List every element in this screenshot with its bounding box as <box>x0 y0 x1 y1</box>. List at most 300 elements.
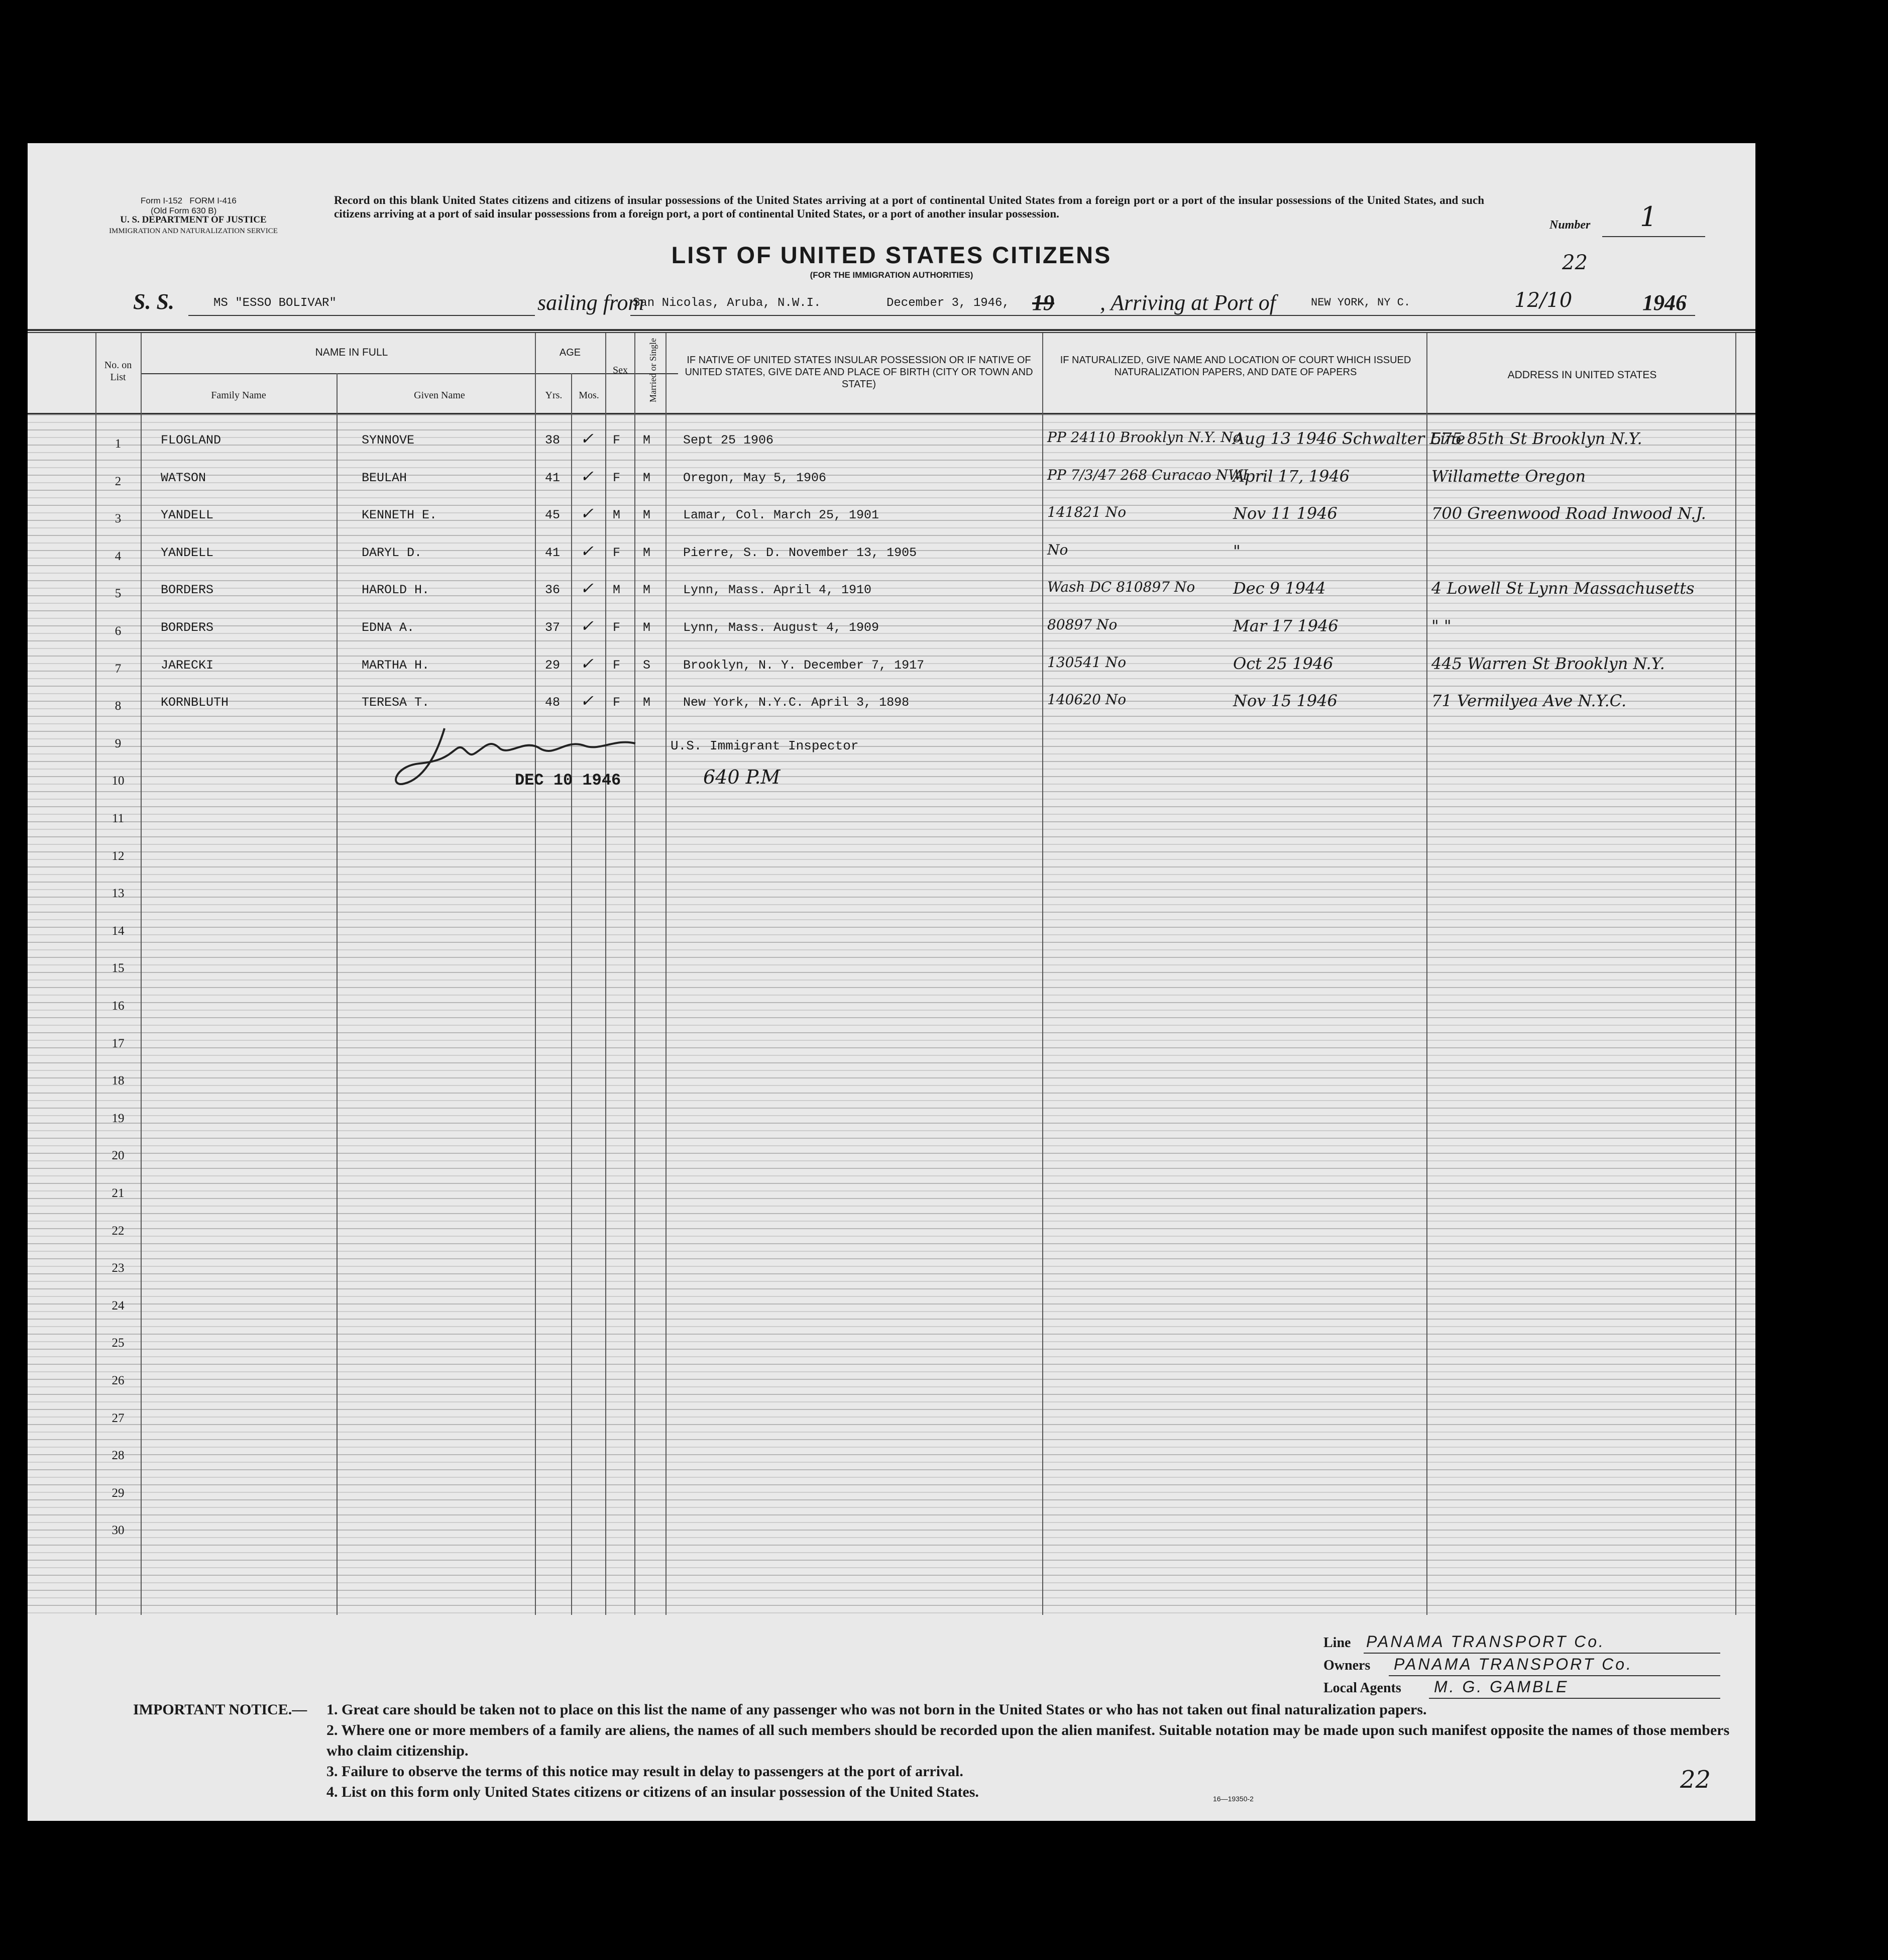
service-name: IMMIGRATION AND NATURALIZATION SERVICE <box>109 227 278 235</box>
row-number: 26 <box>112 1374 125 1387</box>
ledger-line <box>28 648 1755 649</box>
address-cell: 71 Vermilyea Ave N.Y.C. <box>1431 691 1627 711</box>
ledger-line <box>28 1567 1755 1568</box>
ledger-line <box>28 995 1755 996</box>
row-number: 5 <box>115 587 122 601</box>
ledger-line <box>28 1462 1755 1463</box>
ledger-line <box>28 972 1755 973</box>
age-years-cell: 38 <box>545 433 561 448</box>
agents-label: Local Agents <box>1323 1680 1401 1696</box>
ledger-line <box>28 814 1755 815</box>
age-years-cell: 45 <box>545 508 561 523</box>
inspector-stamp: DEC 10 1946 <box>515 771 621 790</box>
sailing-date: December 3, 1946, <box>886 296 1010 310</box>
ledger-line <box>28 1364 1755 1365</box>
ledger-line <box>28 527 1755 528</box>
ledger-line <box>28 942 1755 943</box>
address-cell: 575 85th St Brooklyn N.Y. <box>1431 429 1642 448</box>
form-title: LIST OF UNITED STATES CITIZENS <box>671 242 1112 268</box>
arrival-date: 12/10 <box>1514 289 1573 312</box>
row-number: 23 <box>112 1261 125 1275</box>
address-cell: " " <box>1431 616 1452 635</box>
ledger-line <box>28 1206 1755 1207</box>
ledger-line <box>28 1130 1755 1131</box>
row-number: 6 <box>115 624 122 638</box>
age-months-cell: ✓ <box>580 616 594 635</box>
ledger-line <box>28 460 1755 461</box>
address-cell: 700 Greenwood Road Inwood N.J. <box>1431 504 1706 523</box>
age-months-cell: ✓ <box>580 654 594 673</box>
ledger-line <box>28 1032 1755 1033</box>
given-name-cell: MARTHA H. <box>362 658 430 673</box>
ledger-line <box>28 1115 1755 1116</box>
row-number: 9 <box>115 736 122 750</box>
header-given-name: Given Name <box>414 390 465 401</box>
row-number: 21 <box>112 1186 125 1200</box>
number-value: 1 <box>1640 201 1657 233</box>
ledger-line <box>28 414 1755 415</box>
ledger-line <box>28 1492 1755 1493</box>
header-top-rule <box>28 329 1755 331</box>
naturalization-cell: 80897 No <box>1047 616 1118 633</box>
header-no: No. on List <box>104 360 132 383</box>
ledger-line <box>28 1190 1755 1191</box>
ledger-line <box>28 738 1755 739</box>
naturalization-date-cell: Nov 11 1946 <box>1233 504 1338 523</box>
ledger-line <box>28 1251 1755 1252</box>
ledger-line <box>28 1514 1755 1515</box>
ledger-line <box>28 1002 1755 1003</box>
row-number: 30 <box>112 1523 125 1538</box>
family-name-cell: JARECKI <box>161 658 214 673</box>
row-number: 15 <box>112 961 125 975</box>
birth-cell: Lynn, Mass. August 4, 1909 <box>683 620 879 635</box>
naturalization-cell: Wash DC 810897 No <box>1047 579 1195 596</box>
sailing-label: sailing from <box>537 290 644 315</box>
ledger-line <box>28 1439 1755 1440</box>
ledger-line <box>28 1349 1755 1350</box>
row-number: 2 <box>115 474 122 488</box>
ledger-line <box>28 452 1755 453</box>
header-yrs: Yrs. <box>545 390 563 401</box>
ledger-line <box>28 934 1755 935</box>
family-name-cell: BORDERS <box>161 620 214 635</box>
ledger-line <box>28 603 1755 604</box>
column-rule <box>605 333 606 1615</box>
age-months-cell: ✓ <box>580 579 594 598</box>
ledger-line <box>28 1311 1755 1312</box>
form-sub: FORM I-416 <box>189 196 237 205</box>
ledger-line <box>28 1273 1755 1274</box>
ledger-line <box>28 1507 1755 1508</box>
column-rule <box>1042 333 1043 1615</box>
age-months-cell: ✓ <box>580 691 594 711</box>
age-months-cell: ✓ <box>580 429 594 448</box>
ledger-line <box>28 1447 1755 1448</box>
notice-3: 3. Failure to observe the terms of this notice may result in delay to passengers at the port of arrival. <box>326 1763 963 1780</box>
ledger-line <box>28 565 1755 566</box>
sex-cell: F <box>613 433 621 448</box>
ledger-line <box>28 957 1755 958</box>
row-number: 22 <box>112 1224 125 1238</box>
ledger-line <box>28 1281 1755 1282</box>
ledger-line <box>28 1341 1755 1342</box>
notice-title: IMPORTANT NOTICE.— <box>133 1701 307 1718</box>
header-birth: IF NATIVE OF UNITED STATES INSULAR POSSESSION OR IF NATIVE OF UNITED STATES, GIVE DATE AND PLACE OF BIRTH (CITY OR TOWN AND STATE) <box>685 355 1033 390</box>
naturalization-date-cell: Aug 13 1946 Schwalter Line <box>1233 429 1466 448</box>
naturalization-date-cell: April 17, 1946 <box>1233 466 1350 486</box>
age-months-cell: ✓ <box>580 466 594 486</box>
ledger-line <box>28 1062 1755 1063</box>
ledger-line <box>28 1160 1755 1161</box>
ledger-line <box>28 791 1755 792</box>
family-name-cell: WATSON <box>161 470 206 485</box>
ledger-line <box>28 799 1755 800</box>
inspector-title: U.S. Immigrant Inspector <box>671 738 859 753</box>
row-number: 20 <box>112 1149 125 1163</box>
ledger-line <box>28 1409 1755 1410</box>
ss-label: S. S. <box>133 289 174 314</box>
age-years-cell: 29 <box>545 658 561 673</box>
address-cell: 4 Lowell St Lynn Massachusetts <box>1431 579 1695 598</box>
notice-4: 4. List on this form only United States citizens or citizens of an insular possession of the United States. <box>326 1784 979 1800</box>
ledger-line <box>28 1138 1755 1139</box>
ledger-line <box>28 1145 1755 1146</box>
ledger-line <box>28 490 1755 491</box>
ledger-line <box>28 1258 1755 1259</box>
inspector-time: 640 P.M <box>703 766 781 788</box>
arriving-port: NEW YORK, NY C. <box>1311 296 1411 309</box>
ledger-line <box>28 1040 1755 1041</box>
ledger-line <box>28 731 1755 732</box>
form-identifier <box>141 196 237 216</box>
ledger-line <box>28 1070 1755 1071</box>
ledger-line <box>28 1175 1755 1176</box>
ledger-line <box>28 882 1755 883</box>
ledger-line <box>28 1198 1755 1199</box>
row-number: 16 <box>112 999 125 1013</box>
ledger-line <box>28 678 1755 679</box>
ledger-line <box>28 949 1755 950</box>
ledger-line <box>28 610 1755 611</box>
ledger-line <box>28 1537 1755 1538</box>
address-cell: Willamette Oregon <box>1431 466 1586 486</box>
marital-status-cell: M <box>643 695 651 710</box>
ledger-line <box>28 1530 1755 1531</box>
ledger-line <box>28 1243 1755 1244</box>
naturalization-date-cell: Oct 25 1946 <box>1233 654 1334 673</box>
row-number: 12 <box>112 849 125 863</box>
ledger-line <box>28 979 1755 981</box>
ledger-line <box>28 1085 1755 1086</box>
naturalization-cell: No <box>1047 541 1068 558</box>
row-number: 19 <box>112 1111 125 1125</box>
ledger-line <box>28 866 1755 867</box>
ledger-line <box>28 1401 1755 1402</box>
ledger-line <box>28 1077 1755 1078</box>
naturalization-date-cell: " <box>1233 541 1241 561</box>
owners-label: Owners <box>1323 1658 1371 1673</box>
ledger-line <box>28 1590 1755 1591</box>
ledger-line <box>28 874 1755 875</box>
ledger-line <box>28 1432 1755 1433</box>
ledger-line <box>28 716 1755 717</box>
year-prefix: 19 <box>1032 290 1054 315</box>
column-rule <box>535 333 536 1615</box>
ledger-line <box>28 422 1755 423</box>
given-name-cell: SYNNOVE <box>362 433 415 448</box>
naturalization-date-cell: Nov 15 1946 <box>1233 691 1338 711</box>
marital-status-cell: M <box>643 470 651 485</box>
birth-cell: Lynn, Mass. April 4, 1910 <box>683 583 872 598</box>
ledger-line <box>28 542 1755 543</box>
family-name-cell: YANDELL <box>161 545 214 560</box>
ledger-line <box>28 1560 1755 1561</box>
ledger-line <box>28 1236 1755 1237</box>
ledger-line <box>28 1499 1755 1500</box>
age-months-cell: ✓ <box>580 541 594 561</box>
ledger-line <box>28 1010 1755 1011</box>
ledger-line <box>28 640 1755 641</box>
header-married-single: Married or Single <box>648 338 658 402</box>
naturalization-date-cell: Dec 9 1944 <box>1233 579 1326 598</box>
sex-cell: F <box>613 658 621 673</box>
row-number: 17 <box>112 1036 125 1050</box>
birth-cell: Pierre, S. D. November 13, 1905 <box>683 545 917 560</box>
form-subtitle: (FOR THE IMMIGRATION AUTHORITIES) <box>810 270 973 280</box>
ledger-line <box>28 821 1755 822</box>
ledger-line <box>28 1303 1755 1304</box>
instruction-text: Record on this blank United States citizens and citizens of insular possessions of the United States arriving at a port of continental United States from a foreign port or a port of the insular possessions of the United States, and such citizens arriving at a port of said insular possessions from a foreign port, a port of continental United States, or a port of another insular possession. <box>334 194 1484 220</box>
naturalization-cell: 141821 No <box>1047 504 1127 521</box>
page-ref: 22 <box>1562 251 1588 274</box>
ledger-line <box>28 1296 1755 1297</box>
ledger-line <box>28 1545 1755 1546</box>
marital-status-cell: M <box>643 508 651 523</box>
ledger-line <box>28 1552 1755 1553</box>
age-years-cell: 37 <box>545 620 561 635</box>
marital-status-cell: M <box>643 545 651 560</box>
ledger-line <box>28 753 1755 754</box>
ledger-line <box>28 625 1755 626</box>
sex-cell: F <box>613 470 621 485</box>
line-label: Line <box>1323 1635 1351 1651</box>
printer-mark: 16—19350-2 <box>1213 1795 1254 1803</box>
line-value: PANAMA TRANSPORT Co. <box>1366 1632 1605 1651</box>
arrival-year: 1946 <box>1642 290 1687 315</box>
sex-cell: F <box>613 695 621 710</box>
ledger-line <box>28 1266 1755 1267</box>
header-age: AGE <box>559 347 581 358</box>
ledger-line <box>28 1612 1755 1613</box>
header-address: ADDRESS IN UNITED STATES <box>1507 369 1657 381</box>
ledger-line <box>28 1017 1755 1018</box>
ledger-line <box>28 497 1755 498</box>
birth-cell: Lamar, Col. March 25, 1901 <box>683 508 879 523</box>
ledger-line <box>28 912 1755 913</box>
ship-underline <box>188 315 535 316</box>
number-underline <box>1602 236 1705 237</box>
family-name-cell: YANDELL <box>161 508 214 523</box>
ledger-line <box>28 836 1755 837</box>
agents-value: M. G. GAMBLE <box>1434 1678 1569 1696</box>
naturalization-cell: 140620 No <box>1047 691 1127 708</box>
ledger-line <box>28 904 1755 905</box>
given-name-cell: TERESA T. <box>362 695 430 710</box>
sex-cell: F <box>613 620 621 635</box>
column-rule <box>337 373 338 1615</box>
birth-cell: Brooklyn, N. Y. December 7, 1917 <box>683 658 925 673</box>
ledger-line <box>28 1123 1755 1124</box>
marital-status-cell: M <box>643 583 651 598</box>
ledger-line <box>28 1522 1755 1523</box>
ledger-line <box>28 1575 1755 1576</box>
corner-mark: 22 <box>1680 1766 1711 1794</box>
ledger-line <box>28 987 1755 988</box>
marital-status-cell: M <box>643 433 651 448</box>
sex-cell: M <box>613 583 621 598</box>
ledger-line <box>28 1183 1755 1184</box>
dept-name: U. S. DEPARTMENT OF JUSTICE <box>120 214 267 225</box>
column-rule <box>1426 333 1427 1615</box>
ledger-line <box>28 1228 1755 1229</box>
manifest-document <box>28 143 1755 1821</box>
column-rule <box>571 373 572 1615</box>
ledger-line <box>28 1025 1755 1026</box>
row-number: 18 <box>112 1074 125 1088</box>
header-family-name: Family Name <box>211 390 266 401</box>
ledger-line <box>28 1605 1755 1606</box>
row-number: 24 <box>112 1298 125 1313</box>
ship-name: MS "ESSO BOLIVAR" <box>213 296 337 310</box>
sex-cell: M <box>613 508 621 523</box>
agents-underline <box>1429 1698 1720 1699</box>
given-name-cell: DARYL D. <box>362 545 422 560</box>
ledger-line <box>28 1213 1755 1214</box>
ledger-line <box>28 806 1755 807</box>
ledger-line <box>28 851 1755 852</box>
ledger-line <box>28 723 1755 724</box>
column-rule <box>141 333 142 1615</box>
ledger-line <box>28 1100 1755 1101</box>
column-rule <box>665 333 667 1615</box>
ledger-line <box>28 769 1755 770</box>
family-name-cell: KORNBLUTH <box>161 695 229 710</box>
row-number: 11 <box>112 812 125 825</box>
old-form: (Old Form 630 B) <box>151 206 217 215</box>
age-years-cell: 41 <box>545 545 561 560</box>
ledger-line <box>28 1386 1755 1387</box>
age-years-cell: 41 <box>545 470 561 485</box>
header-mos: Mos. <box>579 390 599 401</box>
header-name-in-full: NAME IN FULL <box>315 347 388 358</box>
ledger-line <box>28 1484 1755 1485</box>
ledger-line <box>28 618 1755 619</box>
header-sex: Sex <box>613 365 628 376</box>
column-rule <box>95 333 96 1615</box>
ledger-line <box>28 1379 1755 1380</box>
age-years-cell: 48 <box>545 695 561 710</box>
row-number: 14 <box>112 924 125 938</box>
naturalization-cell: PP 7/3/47 268 Curacao NWI <box>1047 466 1248 483</box>
ledger-line <box>28 1108 1755 1109</box>
ledger-line <box>28 1288 1755 1289</box>
birth-cell: Sept 25 1906 <box>683 433 774 448</box>
number-label: Number <box>1549 219 1591 232</box>
given-name-cell: EDNA A. <box>362 620 415 635</box>
ledger-line <box>28 573 1755 574</box>
marital-status-cell: M <box>643 620 651 635</box>
ledger-line <box>28 1356 1755 1357</box>
ledger-line <box>28 1047 1755 1048</box>
naturalization-cell: PP 24110 Brooklyn N.Y. No <box>1047 429 1242 446</box>
ledger-line <box>28 535 1755 536</box>
row-number: 3 <box>115 512 122 526</box>
row-number: 13 <box>112 887 125 901</box>
ledger-line <box>28 1055 1755 1056</box>
ledger-line <box>28 927 1755 928</box>
ledger-line <box>28 889 1755 890</box>
form-number: Form I-152 <box>141 196 183 205</box>
row-number: 10 <box>112 774 125 788</box>
ledger-line <box>28 1326 1755 1327</box>
notice-1: 1. Great care should be taken not to place on this list the name of any passenger who was not born in the United States or who has not taken out final naturalization papers. <box>326 1701 1427 1718</box>
ledger-line <box>28 776 1755 777</box>
ledger-line <box>28 1582 1755 1583</box>
given-name-cell: BEULAH <box>362 470 407 485</box>
ledger-line <box>28 1221 1755 1222</box>
row-number: 29 <box>112 1486 125 1500</box>
row-number: 28 <box>112 1449 125 1463</box>
family-name-cell: FLOGLAND <box>161 433 221 448</box>
arriving-label: , Arriving at Port of <box>1100 290 1276 315</box>
ledger-line <box>28 1093 1755 1094</box>
ledger-line <box>28 1371 1755 1372</box>
ledger-line <box>28 1424 1755 1425</box>
ledger-line <box>28 686 1755 687</box>
ledger-line <box>28 1319 1755 1320</box>
header-naturalized: IF NATURALIZED, GIVE NAME AND LOCATION OF COURT WHICH ISSUED NATURALIZATION PAPERS, AND DATE OF PAPERS <box>1060 355 1411 378</box>
ledger-line <box>28 919 1755 920</box>
ledger-line <box>28 1168 1755 1169</box>
line-underline <box>1364 1653 1720 1654</box>
row-number: 8 <box>115 699 122 713</box>
ledger-line <box>28 761 1755 762</box>
ledger-line <box>28 844 1755 845</box>
birth-cell: New York, N.Y.C. April 3, 1898 <box>683 695 910 710</box>
ledger-line <box>28 964 1755 965</box>
naturalization-cell: 130541 No <box>1047 654 1127 671</box>
ledger-line <box>28 859 1755 860</box>
row-number: 25 <box>112 1336 125 1350</box>
ledger-line <box>28 784 1755 785</box>
notice-2: 2. Where one or more members of a family are aliens, the names of all such members should be recorded upon the alien manifest. Suitable notation may be made upon such manifest opposite the names of those members who claim citizenship. <box>326 1722 1730 1759</box>
ledger-line <box>28 1454 1755 1455</box>
given-name-cell: HAROLD H. <box>362 583 430 598</box>
ledger-line <box>28 1394 1755 1395</box>
given-name-cell: KENNETH E. <box>362 508 437 523</box>
ledger-line <box>28 897 1755 898</box>
birth-cell: Oregon, May 5, 1906 <box>683 470 827 485</box>
ledger-line <box>28 1334 1755 1335</box>
owners-value: PANAMA TRANSPORT Co. <box>1394 1655 1633 1673</box>
header-top-rule-2 <box>28 332 1755 333</box>
ledger-line <box>28 633 1755 634</box>
marital-status-cell: S <box>643 658 651 673</box>
column-rule <box>634 333 635 1615</box>
ledger-line <box>28 1153 1755 1154</box>
row-number: 4 <box>115 549 122 563</box>
